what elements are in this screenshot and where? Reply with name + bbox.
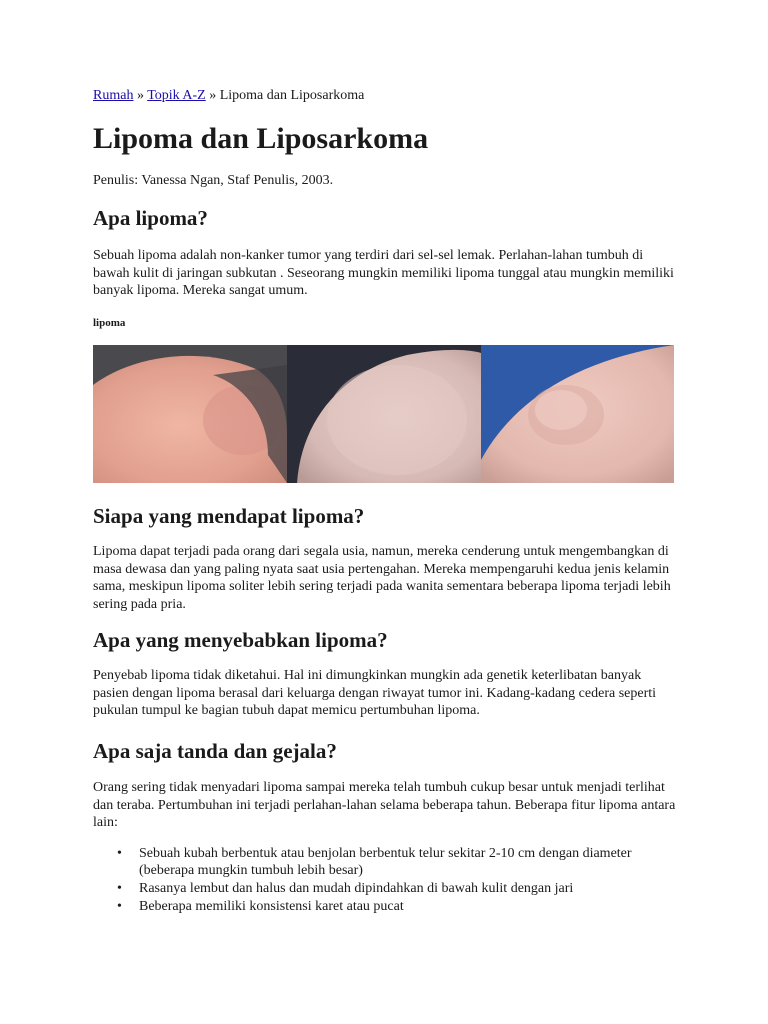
- list-item: [93, 880, 678, 897]
- breadcrumb-current: Lipoma dan Liposarkoma: [219, 88, 365, 103]
- list-item-text: Sebuah kubah berbentuk atau benjolan berbentuk telur sekitar 2-10 cm dengan diameter (beberapa mungkin tumbuh lebih besar): [139, 846, 632, 878]
- section-heading-signs-symptoms: Apa saja tanda dan gejala?: [93, 739, 337, 763]
- bullet-icon: •: [117, 881, 122, 896]
- section-body-who-gets-lipoma: Lipoma dapat terjadi pada orang dari segala usia, namun, mereka cenderung untuk mengembangkan di masa dewasa dan yang paling nyata saat usia pertengahan. Mereka mempengaruhi kedua jenis kelamin sama, meskipun lipoma soliter lebih sering terjadi pada wanita sementara beberapa lipoma terjadi lebih sering pada pria.: [93, 544, 671, 612]
- list-item-text: Rasanya lembut dan halus dan mudah dipindahkan di bawah kulit dengan jari: [139, 881, 574, 896]
- bullet-icon: •: [117, 846, 122, 861]
- lipoma-photo-1: [93, 345, 287, 483]
- breadcrumb-separator: »: [133, 88, 148, 103]
- list-item: [93, 898, 678, 915]
- figure-caption: lipoma: [93, 317, 126, 329]
- section-heading-who-gets-lipoma: Siapa yang mendapat lipoma?: [93, 504, 365, 528]
- lipoma-photo-strip: [93, 345, 674, 483]
- breadcrumb-home-link[interactable]: Rumah: [93, 88, 134, 103]
- breadcrumb-topics-link[interactable]: Topik A-Z: [147, 88, 206, 103]
- breadcrumb: [93, 87, 364, 105]
- signs-list: [93, 845, 678, 916]
- page-title: Lipoma dan Liposarkoma: [93, 122, 429, 155]
- lipoma-photo-3: [481, 345, 674, 483]
- list-item: [93, 845, 678, 879]
- author-line: Penulis: Vanessa Ngan, Staf Penulis, 2003.: [93, 173, 334, 188]
- bullet-icon: •: [117, 899, 122, 914]
- breadcrumb-separator: »: [205, 88, 220, 103]
- section-heading-causes: Apa yang menyebabkan lipoma?: [93, 628, 388, 652]
- section-body-signs-symptoms: Orang sering tidak menyadari lipoma sampai mereka telah tumbuh cukup besar untuk menjadi terlihat dan teraba. Pertumbuhan ini terjadi perlahan-lahan selama beberapa tahun. Beberapa fitur lipoma antara lain:: [93, 780, 676, 830]
- section-body-what-is-lipoma: Sebuah lipoma adalah non-kanker tumor yang terdiri dari sel-sel lemak. Perlahan-lahan tumbuh di bawah kulit di jaringan subkutan . Seseorang mungkin memiliki lipoma tunggal atau mungkin memiliki banyak lipoma. Mereka sangat umum.: [93, 248, 674, 298]
- lipoma-photo-2: [287, 345, 481, 483]
- section-body-causes: Penyebab lipoma tidak diketahui. Hal ini dimungkinkan mungkin ada genetik keterlibatan banyak pasien dengan lipoma berasal dari keluarga dengan riwayat tumor ini. Kadang-kadang cedera seperti pukulan tumpul ke bagian tubuh dapat memicu pertumbuhan lipoma.: [93, 668, 657, 718]
- list-item-text: Beberapa memiliki konsistensi karet atau pucat: [139, 899, 404, 914]
- section-heading-what-is-lipoma: Apa lipoma?: [93, 206, 208, 230]
